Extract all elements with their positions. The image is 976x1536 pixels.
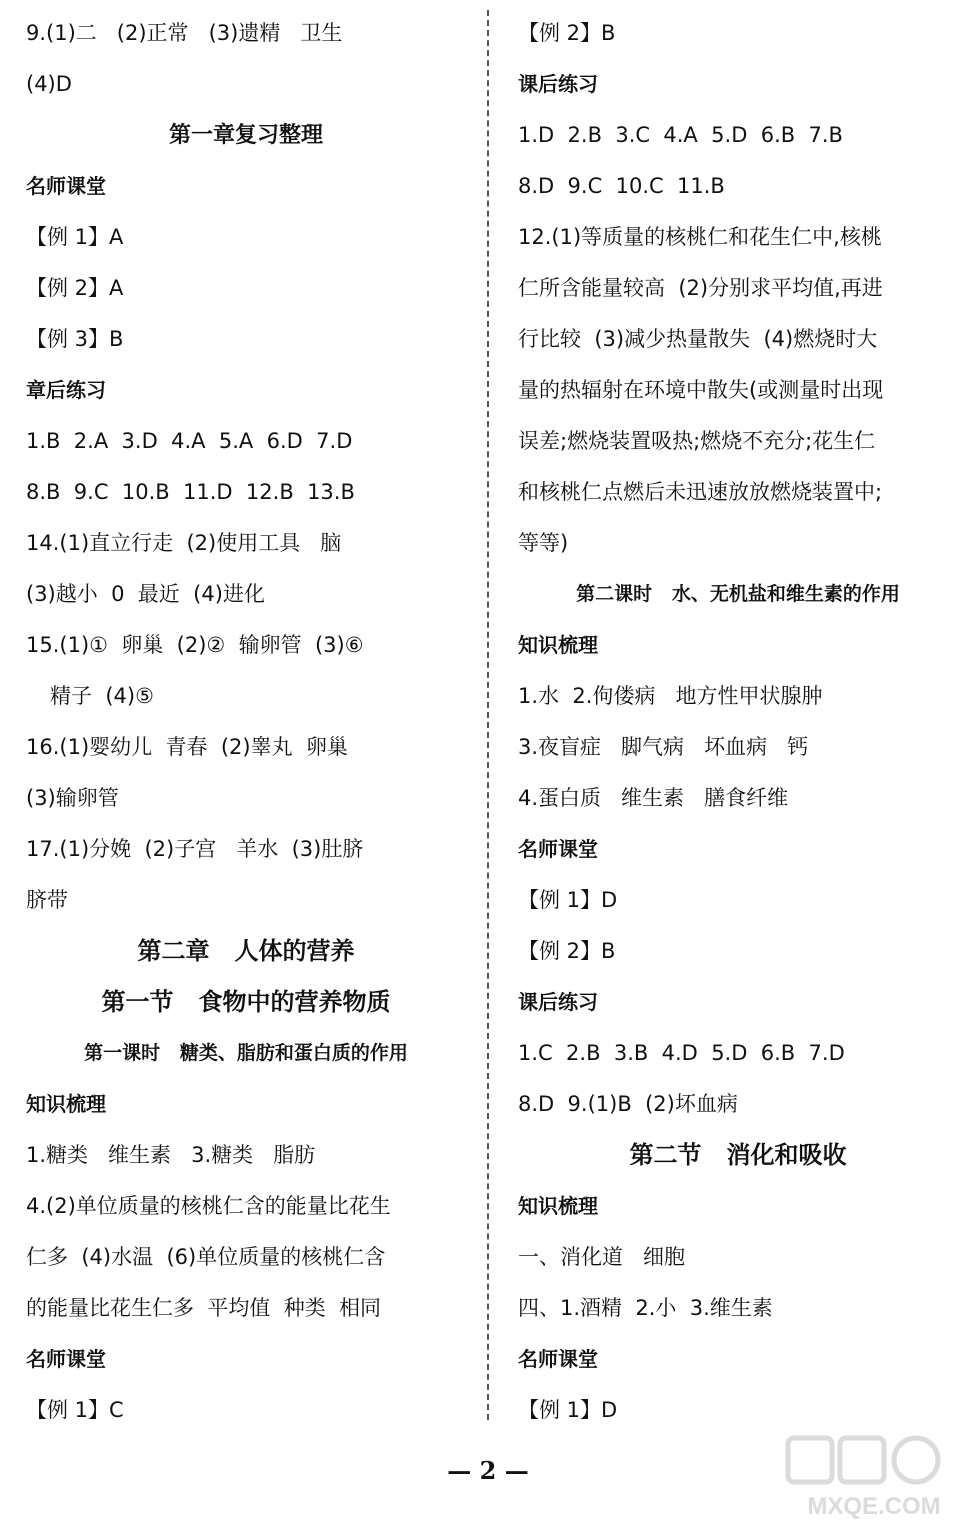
answer-line: 1.C 2.B 3.B 4.D 5.D 6.B 7.D [518,1041,845,1065]
answer-line: 【例 2】B [518,939,616,963]
answer-line: 精子 (4)⑤ [50,684,154,708]
answer-line: 4.蛋白质 维生素 膳食纤维 [518,786,789,810]
answer-line: 9.(1)二 (2)正常 (3)遗精 卫生 [26,21,343,45]
answer-line: 【例 3】B [26,327,124,351]
answer-line: 8.D 9.(1)B (2)坏血病 [518,1092,738,1116]
section-heading: 知识梳理 [26,1092,106,1116]
answer-line: 17.(1)分娩 (2)子宫 羊水 (3)肚脐 [26,837,364,861]
answer-line: 量的热辐射在环境中散失(或测量时出现 [518,378,884,402]
answer-line: 14.(1)直立行走 (2)使用工具 脑 [26,531,342,555]
answer-line: 和核桃仁点燃后未迅速放放燃烧装置中; [518,480,883,504]
chapter-title: 第二章 人体的营养 [137,937,355,965]
right-column [518,8,958,1436]
answer-line: 【例 1】C [26,1398,124,1422]
answer-line: 1.B 2.A 3.D 4.A 5.A 6.D 7.D [26,429,353,453]
section-heading: 课后练习 [518,990,598,1014]
answer-line: (4)D [26,72,72,96]
chapter-title: 第二节 消化和吸收 [629,1141,847,1169]
chapter-title: 第一课时 糖类、脂肪和蛋白质的作用 [84,1042,408,1064]
answer-line: 仁多 (4)水温 (6)单位质量的核桃仁含 [26,1245,386,1269]
watermark-text: MXQE.COM [807,1493,941,1520]
answer-line: 【例 1】A [26,225,124,249]
answer-line: 1.D 2.B 3.C 4.A 5.D 6.B 7.B [518,123,843,147]
answer-line: 四、1.酒精 2.小 3.维生素 [518,1296,773,1320]
answer-line: 行比较 (3)减少热量散失 (4)燃烧时大 [518,327,878,351]
answer-line: 的能量比花生仁多 平均值 种类 相同 [26,1296,382,1320]
section-heading: 知识梳理 [518,1194,598,1218]
answer-line: 脐带 [26,888,68,912]
section-heading: 名师课堂 [518,837,598,861]
chapter-title: 第二课时 水、无机盐和维生素的作用 [576,583,900,605]
answer-line: 3.夜盲症 脚气病 坏血病 钙 [518,735,809,759]
section-heading: 章后练习 [26,378,106,402]
section-heading: 知识梳理 [518,633,598,657]
chapter-title: 第一章复习整理 [168,123,323,148]
answer-line: 【例 1】D [518,1398,618,1422]
answer-line: 1.糖类 维生素 3.糖类 脂肪 [26,1143,316,1167]
answer-line: 一、消化道 细胞 [518,1245,686,1269]
answer-line: (3)输卵管 [26,786,119,810]
answer-line: 8.D 9.C 10.C 11.B [518,174,725,198]
chapter-title: 第一节 食物中的营养物质 [101,988,391,1016]
section-heading: 名师课堂 [518,1347,598,1371]
answer-line: 误差;燃烧装置吸热;燃烧不充分;花生仁 [518,429,876,453]
watermark-logo [784,1432,964,1522]
answer-line: 1.水 2.佝偻病 地方性甲状腺肿 [518,684,823,708]
answer-line: (3)越小 0 最近 (4)进化 [26,582,265,606]
answer-line: 【例 2】B [518,21,616,45]
section-heading: 课后练习 [518,72,598,96]
answer-line: 8.B 9.C 10.B 11.D 12.B 13.B [26,480,355,504]
answer-line: 【例 1】D [518,888,618,912]
answer-line: 12.(1)等质量的核桃仁和花生仁中,核桃 [518,225,882,249]
answer-line: 【例 2】A [26,276,124,300]
answer-line: 15.(1)① 卵巢 (2)② 输卵管 (3)⑥ [26,633,364,657]
answer-line: 等等) [518,531,569,555]
answer-line: 16.(1)婴幼儿 青春 (2)睾丸 卵巢 [26,735,348,759]
left-column [26,8,466,1436]
column-divider [487,10,489,1420]
section-heading: 名师课堂 [26,1347,106,1371]
section-heading: 名师课堂 [26,174,106,198]
answer-line: 仁所含能量较高 (2)分别求平均值,再进 [518,276,883,300]
page-number: — 2 — [447,1456,529,1485]
answer-line: 4.(2)单位质量的核桃仁含的能量比花生 [26,1194,391,1218]
